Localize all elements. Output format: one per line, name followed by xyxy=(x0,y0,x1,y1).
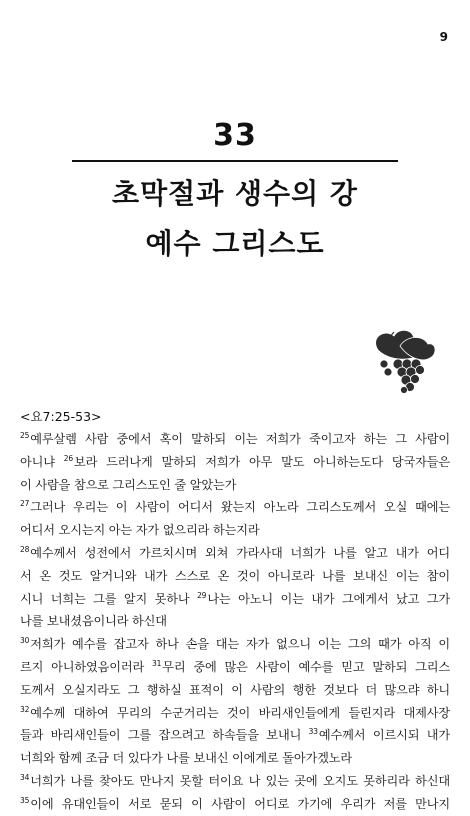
verse-text: 시니 너희는 그를 알지 못하나 xyxy=(20,591,198,606)
text-line xyxy=(20,656,450,679)
text-line xyxy=(20,542,450,565)
verse-text: 너희와 함께 조금 더 있다가 나를 보내신 이에게로 돌아가겠노라 xyxy=(20,751,352,766)
verse-text: 예루살렘 사람 중에서 혹이 말하되 이는 저희가 죽이고자 하는 그 사람이 xyxy=(30,432,450,446)
text-line xyxy=(20,793,450,816)
text-line xyxy=(20,633,450,656)
verse-number: 27 xyxy=(20,499,30,509)
verse-number: 34 xyxy=(20,772,30,782)
scripture-body xyxy=(20,428,450,816)
text-line xyxy=(20,588,450,611)
text-line xyxy=(20,565,450,588)
verse-text: 그러나 우리는 이 사람이 어디서 왔는지 아노라 그리스도께서 오실 때에는 xyxy=(30,500,450,515)
grape-cluster-illustration xyxy=(360,320,440,400)
text-line xyxy=(20,679,450,702)
verse-text: 나는 아노니 이는 내가 그에게서 났고 그가 xyxy=(207,591,450,606)
verse-text: 아니냐 xyxy=(20,454,64,469)
verse-number: 25 xyxy=(20,431,30,440)
verse-text: 예수께 대하여 무리의 수군거리는 것이 바리새인들에게 들린지라 대제사장 xyxy=(30,705,450,720)
verse-text: 예수께서 이르시되 내가 xyxy=(318,728,450,743)
verse-text: 들과 바리새인들이 그를 잡으려고 하속들을 보내니 xyxy=(20,728,309,743)
verse-text: 어디서 오시는지 아는 자가 없으리라 하는지라 xyxy=(20,523,260,538)
verse-number: 31 xyxy=(152,658,162,668)
chapter-title-line-1: 초막절과 생수의 강 xyxy=(112,177,358,210)
text-line xyxy=(20,724,450,747)
scripture-reference: <요7:25-53> xyxy=(20,409,102,424)
verse-number: 28 xyxy=(20,544,30,554)
text-line xyxy=(20,610,450,633)
text-line xyxy=(20,428,450,451)
page-number: 9 xyxy=(439,30,448,44)
verse-text: 나를 보내셨음이니라 하신대 xyxy=(20,614,167,629)
chapter-divider xyxy=(72,160,398,162)
text-line xyxy=(20,519,450,542)
text-line xyxy=(20,451,450,474)
text-line xyxy=(20,474,450,497)
verse-text: 보라 드러나게 말하되 저희가 아무 말도 아니하는도다 당국자들은 xyxy=(74,454,450,469)
text-line xyxy=(20,702,450,725)
text-line xyxy=(20,747,450,770)
verse-text: 예수께서 성전에서 가르치시며 외쳐 가라사대 너희가 나를 알고 내가 어디 xyxy=(30,545,450,560)
verse-number: 35 xyxy=(20,795,30,805)
verse-text: 서 온 것도 알거니와 내가 스스로 온 것이 아니로라 나를 보내신 이는 참이 xyxy=(20,568,450,583)
verse-text: 저희가 예수를 잡고자 하나 손을 대는 자가 없으니 이는 그의 때가 아직 이 xyxy=(30,637,450,652)
verse-text: 이 사람을 참으로 그리스도인 줄 알았는가 xyxy=(20,477,237,492)
verse-number: 29 xyxy=(197,590,207,600)
verse-text: 도께서 오실지라도 그 행하실 표적이 이 사람의 행한 것보다 더 많으랴 하니 xyxy=(20,682,450,697)
verse-number: 30 xyxy=(20,636,30,646)
verse-text: 너희가 나를 찾아도 만나지 못할 터이요 나 있는 곳에 오지도 못하리라 하신대 xyxy=(30,773,450,788)
verse-number: 32 xyxy=(20,704,30,714)
chapter-number: 33 xyxy=(213,118,257,153)
verse-text: 이에 유대인들이 서로 묻되 이 사람이 어디로 가기에 우리가 저를 만나지 xyxy=(30,796,450,811)
chapter-title-line-2: 예수 그리스도 xyxy=(145,227,325,260)
verse-text: 르지 아니하였음이러라 xyxy=(20,659,153,674)
verse-text: 무리 중에 많은 사람이 예수를 믿고 말하되 그리스 xyxy=(162,659,450,674)
verse-number: 26 xyxy=(63,453,73,463)
text-line xyxy=(20,770,450,793)
text-line xyxy=(20,496,450,519)
verse-number: 33 xyxy=(308,727,318,737)
